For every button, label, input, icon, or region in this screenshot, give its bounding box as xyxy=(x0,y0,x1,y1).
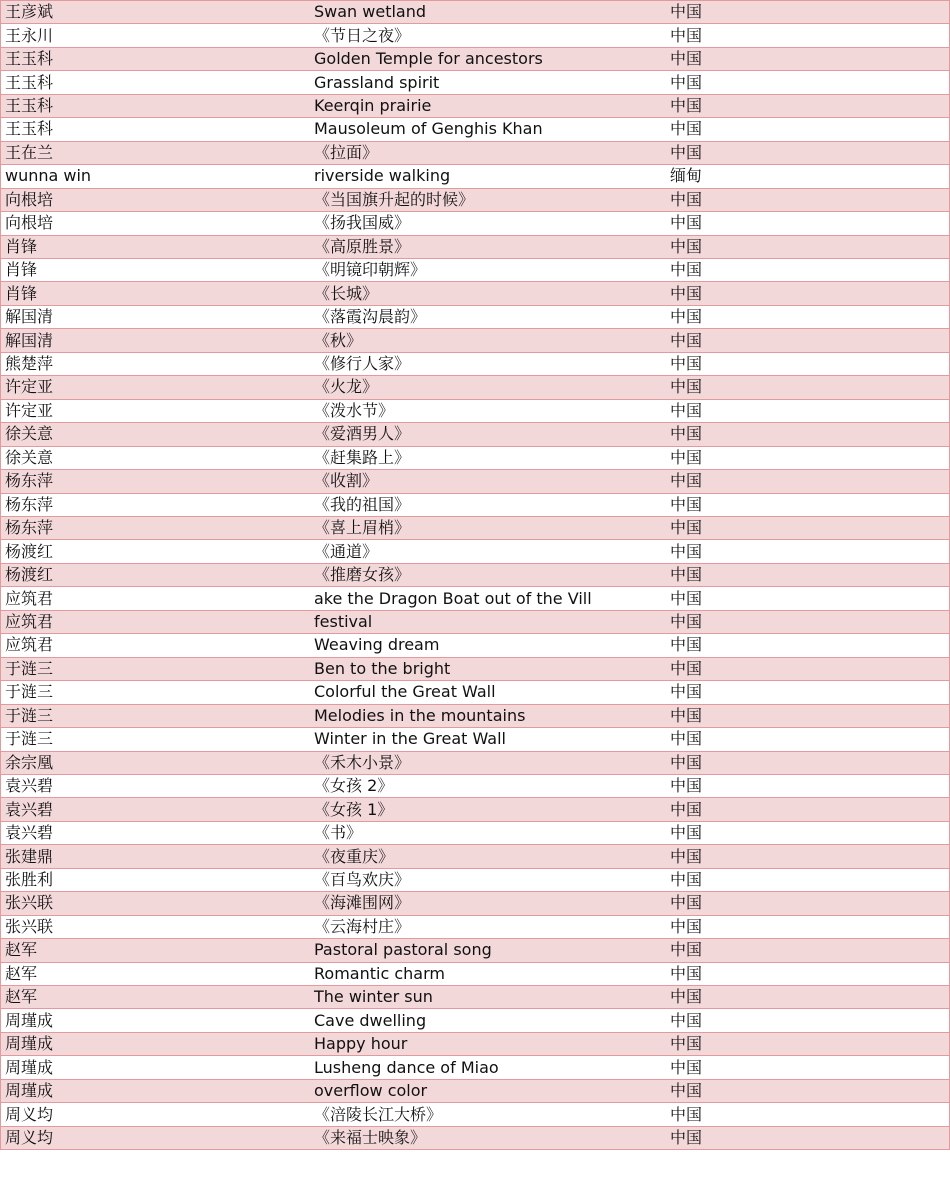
title-cell[interactable]: 《百鸟欢庆》 xyxy=(314,869,411,889)
author-cell[interactable]: 肖锋 xyxy=(5,283,38,303)
title-cell[interactable]: festival xyxy=(314,612,373,631)
table-row xyxy=(1,564,949,587)
author-cell[interactable]: 张建鼎 xyxy=(5,846,54,866)
country-cell[interactable]: 中国 xyxy=(670,96,703,116)
table-row xyxy=(1,24,949,47)
table-row xyxy=(1,1056,949,1079)
title-cell[interactable]: 《泼水节》 xyxy=(314,400,395,420)
author-cell[interactable]: 袁兴碧 xyxy=(5,799,54,819)
author-cell[interactable]: 杨东萍 xyxy=(5,494,54,514)
table-row xyxy=(1,916,949,939)
author-cell[interactable]: 王玉科 xyxy=(5,96,54,116)
country-cell[interactable]: 中国 xyxy=(670,330,703,350)
table-row xyxy=(1,963,949,986)
table-row xyxy=(1,165,949,188)
author-cell[interactable]: 张胜利 xyxy=(5,869,54,889)
title-cell[interactable]: 《拉面》 xyxy=(314,142,379,162)
title-cell[interactable]: 《禾木小景》 xyxy=(314,752,411,772)
country-cell[interactable]: 中国 xyxy=(670,799,703,819)
title-cell[interactable]: 《修行人家》 xyxy=(314,354,411,374)
title-cell[interactable]: 《当国旗升起的时候》 xyxy=(314,189,475,209)
country-cell[interactable]: 中国 xyxy=(670,2,703,22)
table-row xyxy=(1,775,949,798)
table-row xyxy=(1,869,949,892)
author-cell[interactable]: 杨东萍 xyxy=(5,471,54,491)
country-cell[interactable]: 中国 xyxy=(670,400,703,420)
table-row xyxy=(1,752,949,775)
title-cell[interactable]: 《涪陵长江大桥》 xyxy=(314,1104,443,1124)
author-cell[interactable]: 王永川 xyxy=(5,25,54,45)
author-cell[interactable]: 肖锋 xyxy=(5,236,38,256)
table-row xyxy=(1,118,949,141)
table-row xyxy=(1,634,949,657)
table-row xyxy=(1,353,949,376)
author-cell[interactable]: 向根培 xyxy=(5,213,54,233)
country-cell[interactable]: 中国 xyxy=(670,682,703,702)
country-cell[interactable]: 中国 xyxy=(670,72,703,92)
title-cell[interactable]: 《赶集路上》 xyxy=(314,447,411,467)
author-cell[interactable]: 周义均 xyxy=(5,1104,54,1124)
author-cell[interactable]: 周义均 xyxy=(5,1127,54,1147)
author-cell[interactable]: 王玉科 xyxy=(5,119,54,139)
country-cell[interactable]: 中国 xyxy=(670,823,703,843)
title-cell[interactable]: Mausoleum of Genghis Khan xyxy=(314,119,543,139)
country-cell[interactable]: 中国 xyxy=(670,307,703,327)
country-cell[interactable]: 中国 xyxy=(670,658,703,678)
country-cell[interactable]: 中国 xyxy=(670,1034,703,1054)
table-row xyxy=(1,212,949,235)
table-row xyxy=(1,470,949,493)
table-row xyxy=(1,705,949,728)
author-cell[interactable]: 王玉科 xyxy=(5,72,54,92)
table-row xyxy=(1,306,949,329)
title-cell[interactable]: 《云海村庄》 xyxy=(314,916,411,936)
author-cell[interactable]: 杨渡红 xyxy=(5,541,54,561)
author-cell[interactable]: 袁兴碧 xyxy=(5,823,54,843)
author-cell[interactable]: 赵军 xyxy=(5,963,38,983)
country-cell[interactable]: 中国 xyxy=(670,1104,703,1124)
table-row xyxy=(1,329,949,352)
table-row xyxy=(1,892,949,915)
country-cell[interactable]: 中国 xyxy=(670,518,703,538)
country-cell[interactable]: 中国 xyxy=(670,119,703,139)
country-cell[interactable]: 中国 xyxy=(670,189,703,209)
table-row xyxy=(1,1127,949,1150)
table-row xyxy=(1,587,949,610)
table-row xyxy=(1,658,949,681)
author-cell[interactable]: 张兴联 xyxy=(5,916,54,936)
title-cell[interactable]: Ben to the bright xyxy=(314,658,451,678)
author-cell[interactable]: wunna win xyxy=(5,166,92,186)
author-cell[interactable]: 赵军 xyxy=(5,987,38,1007)
country-cell[interactable]: 中国 xyxy=(670,846,703,866)
author-cell[interactable]: 徐关意 xyxy=(5,447,54,467)
table-row xyxy=(1,447,949,470)
title-cell[interactable]: 《夜重庆》 xyxy=(314,846,395,866)
country-cell[interactable]: 中国 xyxy=(670,635,703,655)
author-cell[interactable]: 应筑君 xyxy=(5,612,54,631)
table-row xyxy=(1,540,949,563)
title-cell[interactable]: 《海滩围网》 xyxy=(314,893,411,913)
country-cell[interactable]: 中国 xyxy=(670,447,703,467)
title-cell[interactable]: 《推磨女孩》 xyxy=(314,565,411,585)
table-row xyxy=(1,1033,949,1056)
author-cell[interactable]: 杨渡红 xyxy=(5,565,54,585)
author-cell[interactable]: 应筑君 xyxy=(5,635,54,655)
table-row xyxy=(1,1103,949,1126)
title-cell[interactable]: Colorful the Great Wall xyxy=(314,682,496,702)
country-cell[interactable]: 中国 xyxy=(670,869,703,889)
title-cell[interactable]: 《书》 xyxy=(314,823,363,843)
author-cell[interactable]: 于涟三 xyxy=(5,682,54,702)
country-cell[interactable]: 缅甸 xyxy=(670,166,703,186)
country-cell[interactable]: 中国 xyxy=(670,236,703,256)
table-row xyxy=(1,728,949,751)
author-cell[interactable]: 于涟三 xyxy=(5,705,54,725)
country-cell[interactable]: 中国 xyxy=(670,565,703,585)
author-cell[interactable]: 王玉科 xyxy=(5,49,54,69)
country-cell[interactable]: 中国 xyxy=(670,25,703,45)
table-row xyxy=(1,494,949,517)
table-row xyxy=(1,423,949,446)
country-cell[interactable]: 中国 xyxy=(670,213,703,233)
author-cell[interactable]: 张兴联 xyxy=(5,893,54,913)
title-cell[interactable]: 《长城》 xyxy=(314,283,379,303)
table-row xyxy=(1,95,949,118)
author-cell[interactable]: 周瑾成 xyxy=(5,1057,54,1077)
title-cell[interactable]: overflow color xyxy=(314,1081,428,1101)
country-cell[interactable]: 中国 xyxy=(670,940,703,960)
author-cell[interactable]: 许定亚 xyxy=(5,377,54,397)
title-cell[interactable]: Golden Temple for ancestors xyxy=(314,49,543,69)
title-cell[interactable]: Winter in the Great Wall xyxy=(314,729,506,749)
author-cell[interactable]: 解国清 xyxy=(5,330,54,350)
title-cell[interactable]: 《火龙》 xyxy=(314,377,379,397)
table-row xyxy=(1,939,949,962)
country-cell[interactable]: 中国 xyxy=(670,283,703,303)
table-row xyxy=(1,1,949,24)
country-cell[interactable]: 中国 xyxy=(670,612,703,631)
country-cell[interactable]: 中国 xyxy=(670,916,703,936)
table-row xyxy=(1,611,949,634)
author-cell[interactable]: 向根培 xyxy=(5,189,54,209)
author-cell[interactable]: 杨东萍 xyxy=(5,518,54,538)
table-row xyxy=(1,142,949,165)
table-row xyxy=(1,376,949,399)
table-row xyxy=(1,798,949,821)
country-cell[interactable]: 中国 xyxy=(670,963,703,983)
table-row xyxy=(1,282,949,305)
table-row xyxy=(1,681,949,704)
author-cell[interactable]: 赵军 xyxy=(5,940,38,960)
table-row xyxy=(1,822,949,845)
country-cell[interactable]: 中国 xyxy=(670,729,703,749)
author-cell[interactable]: 肖锋 xyxy=(5,260,38,280)
author-cell[interactable]: 应筑君 xyxy=(5,588,54,608)
country-cell[interactable]: 中国 xyxy=(670,588,703,608)
table-row xyxy=(1,189,949,212)
country-cell[interactable]: 中国 xyxy=(670,776,703,796)
title-cell[interactable]: Happy hour xyxy=(314,1034,408,1054)
table-row xyxy=(1,986,949,1009)
title-cell[interactable]: Pastoral pastoral song xyxy=(314,940,492,960)
author-cell[interactable]: 余宗凰 xyxy=(5,752,54,772)
title-cell[interactable]: 《爱酒男人》 xyxy=(314,424,411,444)
title-cell[interactable]: 《来福士映象》 xyxy=(314,1127,427,1147)
title-cell[interactable]: Cave dwelling xyxy=(314,1010,427,1030)
title-cell[interactable]: Lusheng dance of Miao xyxy=(314,1057,499,1077)
country-cell[interactable]: 中国 xyxy=(670,260,703,280)
title-cell[interactable]: 《女孩 1》 xyxy=(314,799,394,819)
country-cell[interactable]: 中国 xyxy=(670,705,703,725)
country-cell[interactable]: 中国 xyxy=(670,1081,703,1101)
title-cell[interactable]: riverside walking xyxy=(314,166,451,186)
author-cell[interactable]: 王在兰 xyxy=(5,142,54,162)
author-cell[interactable]: 袁兴碧 xyxy=(5,776,54,796)
title-cell[interactable]: Grassland spirit xyxy=(314,72,440,92)
title-cell[interactable]: 《落霞沟晨韵》 xyxy=(314,307,427,327)
title-cell[interactable]: 《女孩 2》 xyxy=(314,776,394,796)
author-cell[interactable]: 周瑾成 xyxy=(5,1034,54,1054)
country-cell[interactable]: 中国 xyxy=(670,893,703,913)
author-cell[interactable]: 解国清 xyxy=(5,307,54,327)
title-cell[interactable]: Swan wetland xyxy=(314,2,427,22)
title-cell[interactable]: 《我的祖国》 xyxy=(314,494,411,514)
table-row xyxy=(1,71,949,94)
author-cell[interactable]: 周瑾成 xyxy=(5,1081,54,1101)
table-row xyxy=(1,1009,949,1032)
country-cell[interactable]: 中国 xyxy=(670,494,703,514)
title-cell[interactable]: Melodies in the mountains xyxy=(314,705,526,725)
table-row xyxy=(1,1080,949,1103)
table-row xyxy=(1,400,949,423)
country-cell[interactable]: 中国 xyxy=(670,49,703,69)
table-row xyxy=(1,48,949,71)
title-cell[interactable]: 《扬我国威》 xyxy=(314,213,411,233)
author-cell[interactable]: 周瑾成 xyxy=(5,1010,54,1030)
country-cell[interactable]: 中国 xyxy=(670,1010,703,1030)
country-cell[interactable]: 中国 xyxy=(670,1057,703,1077)
country-cell[interactable]: 中国 xyxy=(670,541,703,561)
title-cell[interactable]: Weaving dream xyxy=(314,635,440,655)
title-cell[interactable]: 《收割》 xyxy=(314,471,379,491)
title-cell[interactable]: 《秋》 xyxy=(314,330,363,350)
author-cell[interactable]: 于涟三 xyxy=(5,658,54,678)
country-cell[interactable]: 中国 xyxy=(670,752,703,772)
table-row xyxy=(1,845,949,868)
country-cell[interactable]: 中国 xyxy=(670,1127,703,1147)
country-cell[interactable]: 中国 xyxy=(670,377,703,397)
title-cell[interactable]: The winter sun xyxy=(314,987,433,1007)
title-cell[interactable]: 《明镜印朝辉》 xyxy=(314,260,427,280)
country-cell[interactable]: 中国 xyxy=(670,424,703,444)
country-cell[interactable]: 中国 xyxy=(670,987,703,1007)
table-row xyxy=(1,517,949,540)
title-cell[interactable]: ake the Dragon Boat out of the Vill xyxy=(314,588,592,608)
country-cell[interactable]: 中国 xyxy=(670,142,703,162)
title-cell[interactable]: 《节日之夜》 xyxy=(314,25,411,45)
table-row xyxy=(1,236,949,259)
author-cell[interactable]: 于涟三 xyxy=(5,729,54,749)
author-cell[interactable]: 徐关意 xyxy=(5,424,54,444)
author-cell[interactable]: 许定亚 xyxy=(5,400,54,420)
title-cell[interactable]: Romantic charm xyxy=(314,963,445,983)
author-cell[interactable]: 熊楚萍 xyxy=(5,354,54,374)
title-cell[interactable]: 《通道》 xyxy=(314,541,379,561)
country-cell[interactable]: 中国 xyxy=(670,471,703,491)
author-cell[interactable]: 王彦斌 xyxy=(5,2,54,22)
title-cell[interactable]: Keerqin prairie xyxy=(314,96,432,116)
title-cell[interactable]: 《高原胜景》 xyxy=(314,236,411,256)
table-row xyxy=(1,259,949,282)
country-cell[interactable]: 中国 xyxy=(670,354,703,374)
title-cell[interactable]: 《喜上眉梢》 xyxy=(314,518,411,538)
